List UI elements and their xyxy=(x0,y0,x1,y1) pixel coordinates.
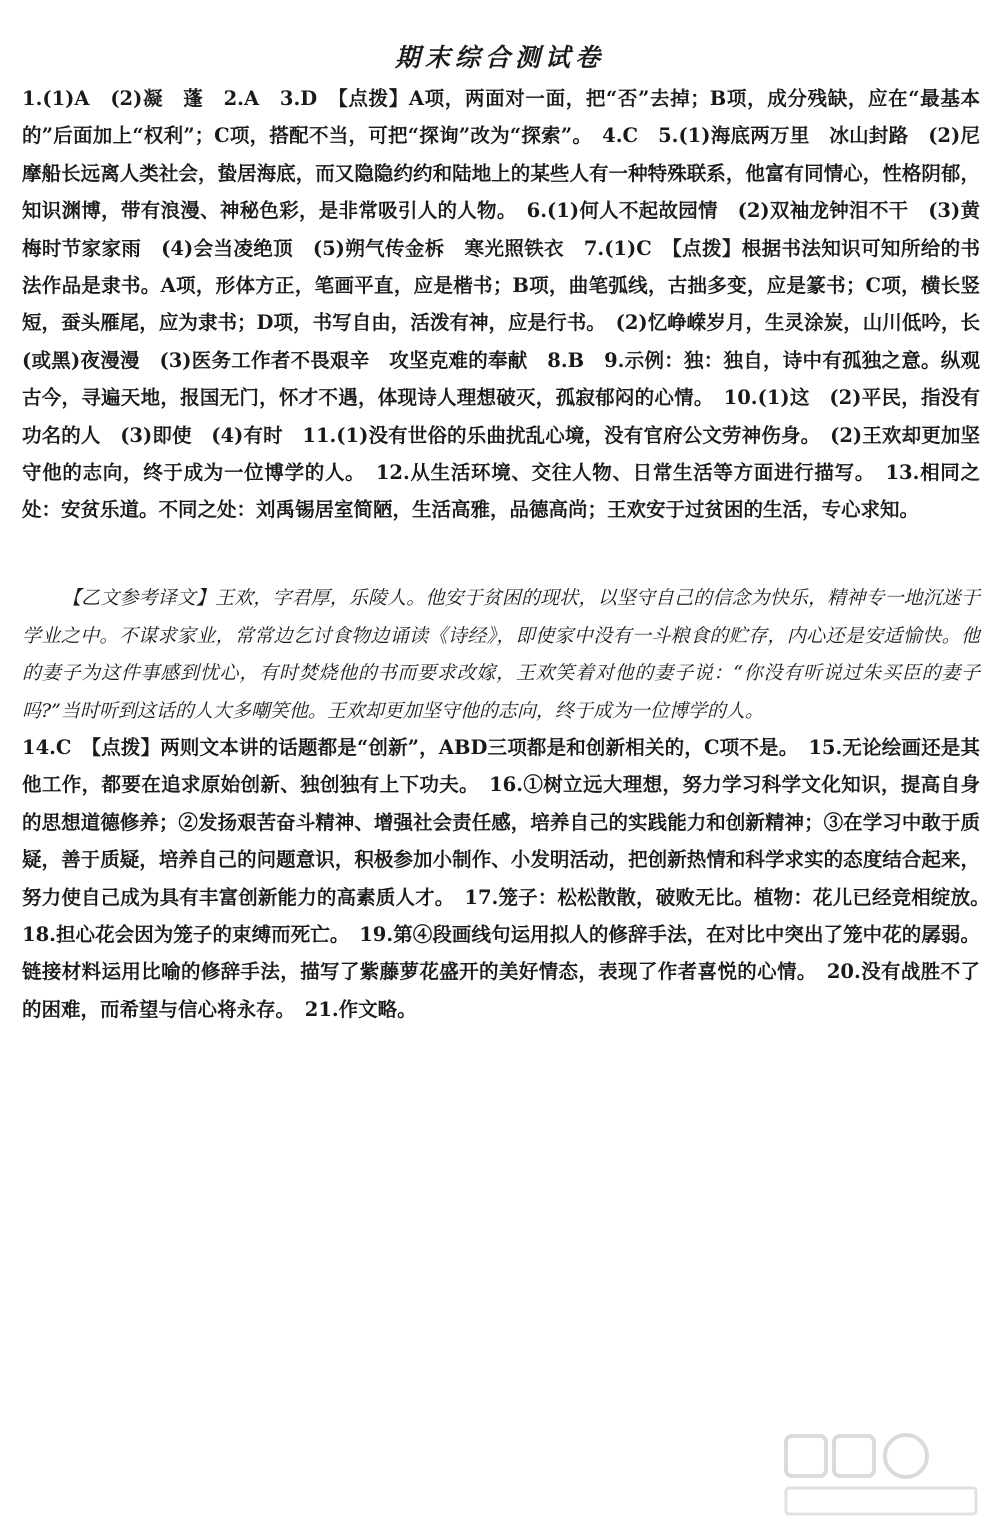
answers-part-2: 14.C 【点拨】两则文本讲的话题都是“创新”，ABD三项都是和创新相关的，C项不是。 15.无论绘画还是其他工作，都要在追求原始创新、独创独有上下功夫。 16.①树立远大理想，努力学习科学文化知识，提高自身的思想道德修养；②发扬艰苦奋斗精神、增强社会责任感，培养自己的实践能力和创新精神；③在学习中敢于质疑，善于质疑，培养自己的问题意识，积极参加小制作、小发明活动，把创新热情和科学求实的态度结合起来，努力使自己成为具有丰富创新能力的高素质人才。 17.笼子：松松散散，破败无比。植物：花儿已经竞相绽放。 18.担心花会因为笼子的束缚而死亡。 19.第④段画线句运用拟人的修辞手法，在对比中突出了笼中花的孱弱。链接材料运用比喻的修辞手法，描写了紫藤萝花盛开的美好情态，表现了作者喜悦的心情。 20.没有战胜不了的困难，而希望与信心将永存。 21.作文略。 xyxy=(22,736,1000,1021)
reference-translation: 【乙文参考译文】王欢，字君厚，乐陵人。他安于贫困的现状，以坚守自己的信念为快乐，精神专一地沉迷于学业之中。不谋求家业，常常边乞讨食物边诵读《诗经》，即使家中没有一斗粮食的贮存，内心还是安适愉快。他的妻子为这件事感到忧心，有时焚烧他的书而要求改嫁，王欢笑着对他的妻子说：“你没有听说过朱买臣的妻子吗?”当时听到这话的人大多嘲笑他。王欢却更加坚守他的志向，终于成为一位博学的人。 xyxy=(22,587,980,722)
watermark-logo-icon xyxy=(782,1430,982,1520)
answers-part-1: 1.(1)A (2)凝 蓬 2.A 3.D 【点拨】A项，两面对一面，把“否”去掉；B项，成分残缺，应在“最基本的”后面加上“权利”；C项，搭配不当，可把“探询”改为“探索”。 4.C 5.(1)海底两万里 冰山封路 (2)尼摩船长远离人类社会，蛰居海底，而又隐隐约约和陆地上的某些人有一种特殊联系，他富有同情心，性格阴郁，知识渊博，带有浪漫、神秘色彩，是非常吸引人的人物。 6.(1)何人不起故园情 (2)双袖龙钟泪不干 (3)黄梅时节家家雨 (4)会当凌绝顶 (5)朔气传金柝 寒光照铁衣 7.(1)C 【点拨】根据书法知识可知所给的书法作品是隶书。A项，形体方正，笔画平直，应是楷书；B项，曲笔弧线，古拙多变，应是篆书；C项，横长竖短，蚕头雁尾，应为隶书；D项，书写自由，活泼有神，应是行书。 (2)忆峥嵘岁月，生灵涂炭，山川低吟，长(或黑)夜漫漫 (3)医务工作者不畏艰辛 攻坚克难的奉献 8.B 9.示例：独：独自，诗中有孤独之意。纵观古今，寻遍天地，报国无门，怀才不遇，体现诗人理想破灭，孤寂郁闷的心情。 10.(1)这 (2)平民，指没有功名的人 (3)即使 (4)有时 11.(1)没有世俗的乐曲扰乱心境，没有官府公文劳神伤身。 (2)王欢却更加坚守他的志向，终于成为一位博学的人。 12.从生活环境、交往人物、日常生活等方面进行描写。 13.相同之处：安贫乐道。不同之处：刘禹锡居室简陋，生活高雅，品德高尚；王欢安于过贫困的生活，专心求知。 xyxy=(22,87,980,522)
page-title: 期末综合测试卷 xyxy=(394,43,605,72)
